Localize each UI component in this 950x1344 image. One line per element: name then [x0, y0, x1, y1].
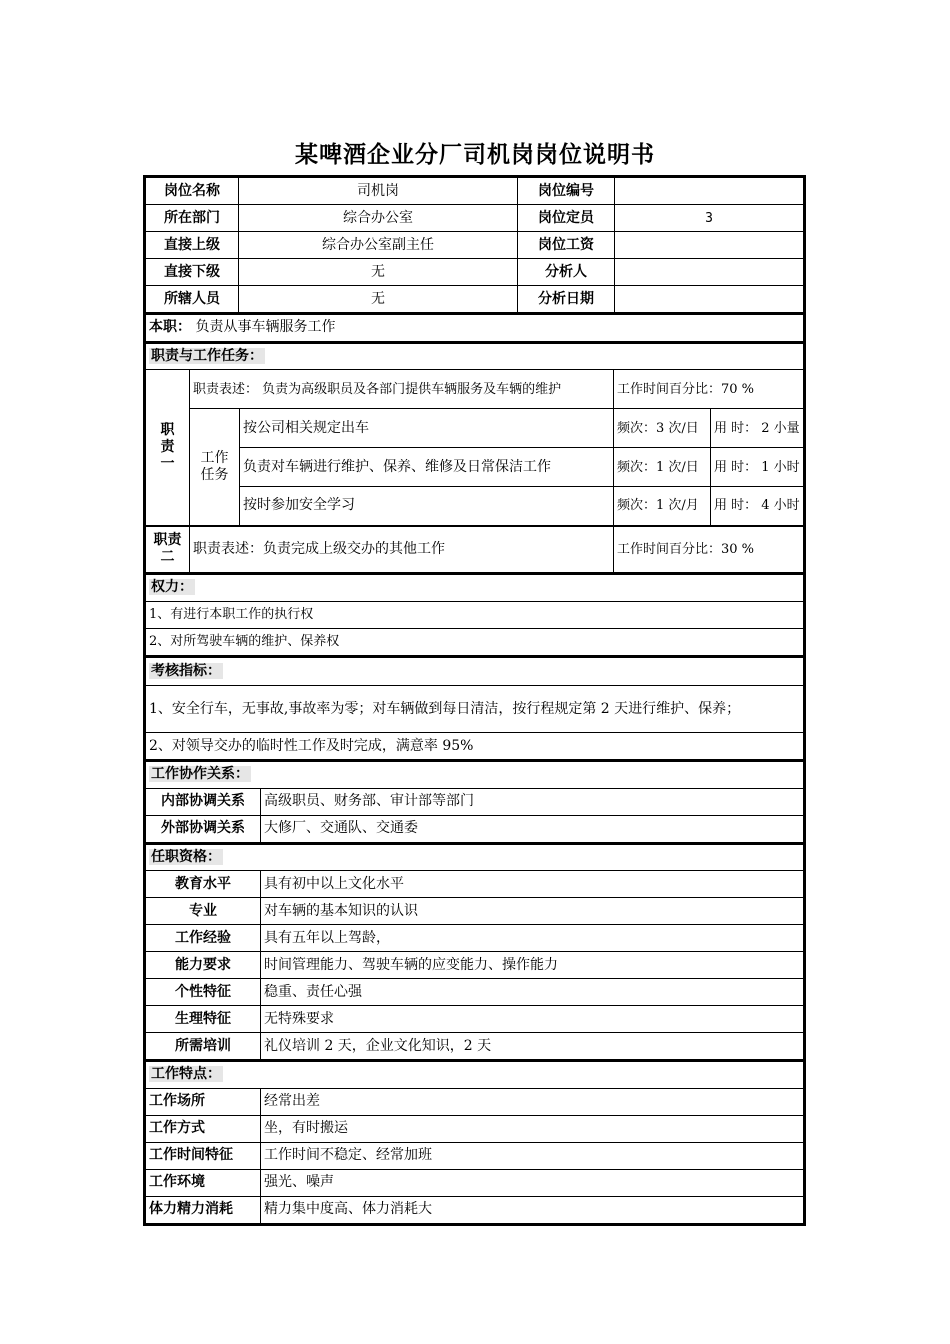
duty2-pct: 工作时间百分比：30 %	[614, 526, 804, 573]
feature-label: 工作环境	[146, 1169, 261, 1196]
feature-value: 工作时间不稳定、经常加班	[261, 1142, 804, 1169]
qual-value: 时间管理能力、驾驶车辆的应变能力、操作能力	[261, 952, 804, 979]
task-label: 工作任务	[190, 409, 240, 526]
job-description-form	[143, 175, 806, 1226]
qual-value: 对车辆的基本知识的认识	[261, 898, 804, 925]
duty2-desc: 职责表述：负责完成上级交办的其他工作	[190, 526, 614, 573]
relation-label: 外部协调关系	[146, 815, 261, 842]
relation-label: 内部协调关系	[146, 788, 261, 815]
qualifications-header: 任职资格：	[146, 844, 804, 871]
power-item: 2、对所驾驶车辆的维护、保养权	[146, 628, 804, 655]
feature-value: 坐，有时搬运	[261, 1115, 804, 1142]
qual-value: 稳重、责任心强	[261, 979, 804, 1006]
basic-value	[615, 232, 804, 259]
task-text: 负责对车辆进行维护、保养、维修及日常保洁工作	[240, 448, 614, 487]
features-table	[145, 1060, 804, 1224]
duty-cell	[146, 314, 804, 341]
basic-label: 岗位工资	[518, 232, 615, 259]
task-freq: 频次：1 次/日	[614, 448, 711, 487]
feature-label: 工作方式	[146, 1115, 261, 1142]
basic-label: 岗位定员	[518, 205, 615, 232]
qualifications-table	[145, 843, 804, 1061]
task-row	[146, 448, 804, 487]
feature-label: 体力精力消耗	[146, 1196, 261, 1223]
task-freq: 频次：3 次/日	[614, 409, 711, 448]
power-item: 1、有进行本职工作的执行权	[146, 601, 804, 628]
duty1-desc: 职责表述： 负责为高级职员及各部门提供车辆服务及车辆的维护	[190, 370, 614, 409]
qual-label: 个性特征	[146, 979, 261, 1006]
basic-value: 综合办公室副主任	[239, 232, 518, 259]
qual-value: 无特殊要求	[261, 1006, 804, 1033]
basic-row	[146, 232, 804, 259]
duty-row	[146, 314, 804, 341]
kpi-table	[145, 656, 804, 761]
task-row	[146, 487, 804, 526]
features-header: 工作特点：	[146, 1061, 804, 1088]
qual-label: 教育水平	[146, 871, 261, 898]
basic-value: 无	[239, 286, 518, 313]
power-header: 权力：	[146, 574, 804, 601]
task-time: 用 时： 1 小时	[711, 448, 804, 487]
basic-label: 所辖人员	[146, 286, 239, 313]
duty1-label: 职责一	[146, 370, 190, 526]
qual-value: 具有五年以上驾龄，	[261, 925, 804, 952]
basic-row	[146, 178, 804, 205]
task-text: 按时参加安全学习	[240, 487, 614, 526]
relation-value: 高级职员、财务部、审计部等部门	[261, 788, 804, 815]
duty1-desc-row	[146, 370, 804, 409]
qual-label: 能力要求	[146, 952, 261, 979]
basic-value: 无	[239, 259, 518, 286]
feature-value: 强光、噪声	[261, 1169, 804, 1196]
page-title: 某啤酒企业分厂司机岗岗位说明书	[295, 142, 655, 168]
qual-value: 礼仪培训 2 天，企业文化知识，2 天	[261, 1033, 804, 1060]
basic-row	[146, 259, 804, 286]
qual-label: 专业	[146, 898, 261, 925]
kpi-item: 1、安全行车，无事故,事故率为零；对车辆做到每日清洁，按行程规定第 2 天进行维护、保养；	[146, 686, 804, 733]
feature-value: 精力集中度高、体力消耗大	[261, 1196, 804, 1223]
duty1-pct: 工作时间百分比：70 %	[614, 370, 804, 409]
qual-label: 工作经验	[146, 925, 261, 952]
basic-info-table	[145, 177, 804, 313]
basic-value: 司机岗	[239, 178, 518, 205]
basic-label: 直接下级	[146, 259, 239, 286]
task-time: 用 时： 4 小时	[711, 487, 804, 526]
basic-row	[146, 286, 804, 313]
basic-label: 岗位名称	[146, 178, 239, 205]
basic-value	[615, 286, 804, 313]
task-freq: 频次：1 次/月	[614, 487, 711, 526]
task-row	[146, 409, 804, 448]
task-text: 按公司相关规定出车	[240, 409, 614, 448]
relations-table	[145, 760, 804, 843]
qual-label: 所需培训	[146, 1033, 261, 1060]
duty2-row	[146, 526, 804, 573]
relation-value: 大修厂、交通队、交通委	[261, 815, 804, 842]
basic-label: 岗位编号	[518, 178, 615, 205]
basic-value: 综合办公室	[239, 205, 518, 232]
basic-label: 直接上级	[146, 232, 239, 259]
task-time: 用 时： 2 小量	[711, 409, 804, 448]
basic-value: 3	[615, 205, 804, 232]
kpi-header: 考核指标：	[146, 657, 804, 686]
qual-value: 具有初中以上文化水平	[261, 871, 804, 898]
basic-row	[146, 205, 804, 232]
duty-label: 本职：	[149, 319, 191, 336]
duty2-label: 职责二	[146, 526, 190, 573]
tasks-table	[145, 342, 804, 574]
section-header-row	[146, 343, 804, 370]
feature-label: 工作场所	[146, 1088, 261, 1115]
qual-label: 生理特征	[146, 1006, 261, 1033]
kpi-item: 2、对领导交办的临时性工作及时完成，满意率 95%	[146, 733, 804, 760]
basic-label: 分析日期	[518, 286, 615, 313]
basic-value	[615, 178, 804, 205]
feature-label: 工作时间特征	[146, 1142, 261, 1169]
feature-value: 经常出差	[261, 1088, 804, 1115]
duty-text: 负责从事车辆服务工作	[195, 319, 336, 336]
basic-value	[615, 259, 804, 286]
tasks-header: 职责与工作任务：	[146, 343, 804, 370]
duty-table	[145, 313, 804, 342]
power-table	[145, 573, 804, 656]
basic-label: 所在部门	[146, 205, 239, 232]
relations-header: 工作协作关系：	[146, 761, 804, 788]
basic-label: 分析人	[518, 259, 615, 286]
